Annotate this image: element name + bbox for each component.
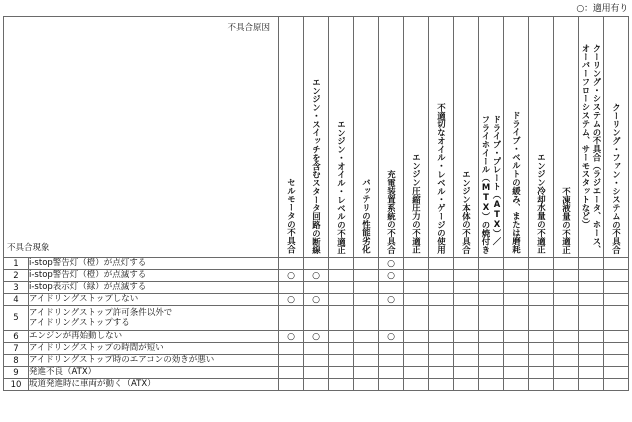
mark-cell — [529, 306, 554, 331]
mark-cell — [279, 367, 304, 379]
mark-cell — [579, 294, 604, 306]
row-number: 8 — [4, 355, 29, 367]
mark-cell — [329, 367, 354, 379]
symptom-cell — [29, 258, 279, 270]
mark-cell — [429, 282, 454, 294]
cause-header-text: エンジン・オイル・レベルの不適正 — [336, 119, 347, 254]
mark-cell — [404, 294, 429, 306]
mark-cell — [579, 331, 604, 343]
mark-cell — [404, 306, 429, 331]
mark-cell — [479, 294, 504, 306]
mark-cell — [554, 379, 579, 391]
mark-cell — [279, 282, 304, 294]
mark-cell — [454, 343, 479, 355]
mark-cell — [479, 270, 504, 282]
cause-header-9 — [479, 17, 504, 258]
mark-cell: ○ — [304, 294, 329, 306]
table-row — [4, 258, 629, 270]
mark-cell — [479, 343, 504, 355]
mark-cell — [504, 306, 529, 331]
row-number: 2 — [4, 270, 29, 282]
cause-header-text: エンジン本体の不具合 — [461, 170, 472, 254]
diagnosis-matrix — [3, 16, 629, 391]
mark-cell — [279, 343, 304, 355]
mark-cell — [479, 306, 504, 331]
table-row — [4, 294, 629, 306]
row-number: 5 — [4, 306, 29, 331]
mark-cell: ○ — [379, 294, 404, 306]
cause-header-12 — [554, 17, 579, 258]
table-row — [4, 367, 629, 379]
symptom-text: i-stop警告灯（橙）が点滅する — [29, 270, 147, 281]
cause-header-text: ドライブ・ベルトの緩み、または磨耗 — [511, 111, 522, 254]
mark-cell — [504, 294, 529, 306]
mark-cell — [379, 282, 404, 294]
mark-cell — [404, 355, 429, 367]
mark-cell — [504, 367, 529, 379]
cause-header-14 — [604, 17, 629, 258]
mark-cell — [279, 379, 304, 391]
mark-cell — [579, 343, 604, 355]
symptom-text: アイドリングストップ許可条件以外で — [29, 307, 173, 318]
cause-header-8 — [454, 17, 479, 258]
row-number: 7 — [4, 343, 29, 355]
mark-cell — [479, 282, 504, 294]
mark-cell — [504, 270, 529, 282]
cause-header-2 — [304, 17, 329, 258]
symptom-cell — [29, 294, 279, 306]
cause-header-text: エンジン冷却水量の不適正 — [536, 153, 547, 254]
mark-cell — [354, 294, 379, 306]
mark-cell — [354, 331, 379, 343]
symptom-text: アイドリングストップ時のエアコンの効きが悪い — [29, 355, 215, 366]
mark-cell — [379, 367, 404, 379]
mark-cell — [604, 355, 629, 367]
mark-cell — [454, 270, 479, 282]
mark-cell — [529, 355, 554, 367]
mark-cell — [429, 379, 454, 391]
symptom-axis-label: 不具合現象 — [7, 243, 50, 253]
mark-cell — [304, 355, 329, 367]
row-number: 10 — [4, 379, 29, 391]
mark-cell — [429, 367, 454, 379]
symptom-text: i-stop表示灯（緑）が点滅する — [29, 282, 147, 293]
mark-cell: ○ — [279, 331, 304, 343]
cause-header-text: エンジン・スイッチを含むスタータ回路の断線 — [311, 77, 322, 254]
mark-cell — [329, 355, 354, 367]
symptom-cell — [29, 355, 279, 367]
mark-cell — [329, 270, 354, 282]
mark-cell — [429, 331, 454, 343]
mark-cell — [329, 343, 354, 355]
mark-cell — [429, 294, 454, 306]
mark-cell — [379, 355, 404, 367]
table-row — [4, 331, 629, 343]
mark-cell — [454, 294, 479, 306]
mark-cell — [354, 270, 379, 282]
cause-header-text: 不凍液量の不適正 — [561, 186, 572, 254]
symptom-cell — [29, 367, 279, 379]
symptom-text: エンジンが再始動しない — [29, 331, 123, 342]
cause-header-4 — [354, 17, 379, 258]
symptom-cell — [29, 270, 279, 282]
cause-header-13 — [579, 17, 604, 258]
mark-cell — [479, 258, 504, 270]
mark-cell — [429, 355, 454, 367]
symptom-cell — [29, 331, 279, 343]
mark-cell — [354, 306, 379, 331]
cause-header-6 — [404, 17, 429, 258]
mark-cell — [529, 270, 554, 282]
mark-cell — [429, 270, 454, 282]
mark-cell — [579, 270, 604, 282]
mark-cell — [604, 367, 629, 379]
mark-cell: ○ — [379, 270, 404, 282]
mark-cell — [304, 258, 329, 270]
symptom-text: 坂道発進時に車両が動く（ATX） — [29, 379, 156, 390]
header-row — [4, 17, 629, 258]
mark-cell — [429, 306, 454, 331]
cause-header-text: バッテリの性能劣化 — [361, 178, 372, 254]
mark-cell — [404, 282, 429, 294]
mark-cell — [529, 379, 554, 391]
mark-cell — [379, 379, 404, 391]
mark-cell — [454, 355, 479, 367]
mark-cell — [304, 306, 329, 331]
mark-cell — [479, 367, 504, 379]
mark-cell — [404, 270, 429, 282]
mark-cell — [454, 367, 479, 379]
cause-header-5 — [379, 17, 404, 258]
table-row — [4, 379, 629, 391]
cause-header-11 — [529, 17, 554, 258]
mark-cell — [554, 343, 579, 355]
mark-cell — [379, 306, 404, 331]
mark-cell — [554, 270, 579, 282]
symptom-text: アイドリングストップの時間が短い — [29, 343, 164, 354]
mark-cell — [604, 270, 629, 282]
mark-cell — [529, 282, 554, 294]
cause-header-text: 不適切なオイル・レベル・ゲージの使用 — [436, 102, 447, 254]
mark-cell — [454, 331, 479, 343]
mark-cell — [554, 306, 579, 331]
mark-cell — [604, 379, 629, 391]
mark-cell — [554, 294, 579, 306]
cause-header-text: ドライブ・プレート（ATX）／ — [492, 114, 502, 246]
mark-cell — [329, 258, 354, 270]
mark-cell — [529, 294, 554, 306]
mark-cell — [579, 355, 604, 367]
row-number: 9 — [4, 367, 29, 379]
mark-cell — [454, 282, 479, 294]
cause-header-text: オーバーフローシステム、サーモスタットなど） — [581, 44, 591, 229]
mark-cell — [479, 379, 504, 391]
row-number: 3 — [4, 282, 29, 294]
mark-cell — [304, 282, 329, 294]
mark-cell — [604, 331, 629, 343]
mark-cell — [279, 355, 304, 367]
mark-cell — [529, 331, 554, 343]
mark-cell — [304, 343, 329, 355]
mark-cell — [554, 282, 579, 294]
mark-cell — [479, 355, 504, 367]
symptom-text: 発進不良（ATX） — [29, 367, 97, 378]
mark-cell — [354, 258, 379, 270]
mark-cell — [354, 355, 379, 367]
mark-cell — [354, 379, 379, 391]
mark-cell: ○ — [379, 258, 404, 270]
mark-cell — [454, 258, 479, 270]
cause-header-text: セルモータの不具合 — [286, 178, 297, 254]
mark-cell — [354, 367, 379, 379]
mark-cell — [579, 306, 604, 331]
mark-cell — [454, 379, 479, 391]
table-row — [4, 282, 629, 294]
mark-cell — [504, 331, 529, 343]
symptom-cell — [29, 306, 279, 331]
symptom-text: アイドリングストップしない — [29, 294, 139, 305]
mark-cell — [429, 343, 454, 355]
cause-header-7 — [429, 17, 454, 258]
legend: ○：適用有り — [576, 4, 628, 14]
mark-cell — [579, 367, 604, 379]
row-number: 4 — [4, 294, 29, 306]
mark-cell — [329, 331, 354, 343]
table-row — [4, 343, 629, 355]
mark-cell — [554, 331, 579, 343]
cause-header-text: 充電装置系統の不具合 — [386, 170, 397, 254]
mark-cell — [404, 367, 429, 379]
mark-cell — [529, 258, 554, 270]
symptom-cell — [29, 282, 279, 294]
mark-cell — [579, 282, 604, 294]
mark-cell — [454, 306, 479, 331]
cause-header-text: エンジン圧縮圧力の不適正 — [411, 153, 422, 254]
mark-cell — [479, 331, 504, 343]
mark-cell — [529, 367, 554, 379]
mark-cell — [354, 282, 379, 294]
mark-cell — [404, 258, 429, 270]
cause-header-text: フライホイール（MTX）の焼付き — [481, 114, 491, 254]
mark-cell — [279, 306, 304, 331]
symptom-cell — [29, 343, 279, 355]
mark-cell — [529, 343, 554, 355]
mark-cell — [604, 294, 629, 306]
mark-cell: ○ — [279, 270, 304, 282]
mark-cell — [429, 258, 454, 270]
row-number: 1 — [4, 258, 29, 270]
mark-cell — [579, 379, 604, 391]
mark-cell — [329, 294, 354, 306]
mark-cell — [379, 343, 404, 355]
mark-cell — [504, 343, 529, 355]
mark-cell — [404, 343, 429, 355]
mark-cell — [279, 258, 304, 270]
mark-cell — [504, 258, 529, 270]
cause-header-text: クーリング・ファン・システムの不具合 — [611, 102, 622, 254]
mark-cell — [554, 258, 579, 270]
cause-header-text: クーリング・システムの不具合（ラジエータ、ホース、 — [592, 44, 602, 254]
mark-cell — [329, 306, 354, 331]
cause-header-1 — [279, 17, 304, 258]
mark-cell — [329, 379, 354, 391]
mark-cell — [554, 355, 579, 367]
table-row — [4, 355, 629, 367]
symptom-text: アイドリングストップする — [29, 318, 130, 328]
mark-cell: ○ — [379, 331, 404, 343]
cause-axis-label: 不具合原因 — [227, 23, 270, 33]
matrix-body — [4, 258, 629, 391]
mark-cell — [304, 379, 329, 391]
mark-cell — [304, 367, 329, 379]
mark-cell — [604, 343, 629, 355]
row-number: 6 — [4, 331, 29, 343]
mark-cell — [404, 379, 429, 391]
cause-header-10 — [504, 17, 529, 258]
table-row — [4, 306, 629, 331]
symptom-cell — [29, 379, 279, 391]
mark-cell: ○ — [304, 270, 329, 282]
mark-cell — [504, 379, 529, 391]
mark-cell — [604, 282, 629, 294]
header-corner — [4, 17, 279, 258]
mark-cell — [504, 282, 529, 294]
mark-cell — [579, 258, 604, 270]
table-row — [4, 270, 629, 282]
mark-cell — [604, 306, 629, 331]
mark-cell — [604, 258, 629, 270]
cause-header-3 — [329, 17, 354, 258]
mark-cell: ○ — [304, 331, 329, 343]
mark-cell — [404, 331, 429, 343]
mark-cell: ○ — [279, 294, 304, 306]
symptom-text: i-stop警告灯（橙）が点灯する — [29, 258, 147, 269]
mark-cell — [504, 355, 529, 367]
mark-cell — [554, 367, 579, 379]
mark-cell — [354, 343, 379, 355]
mark-cell — [329, 282, 354, 294]
